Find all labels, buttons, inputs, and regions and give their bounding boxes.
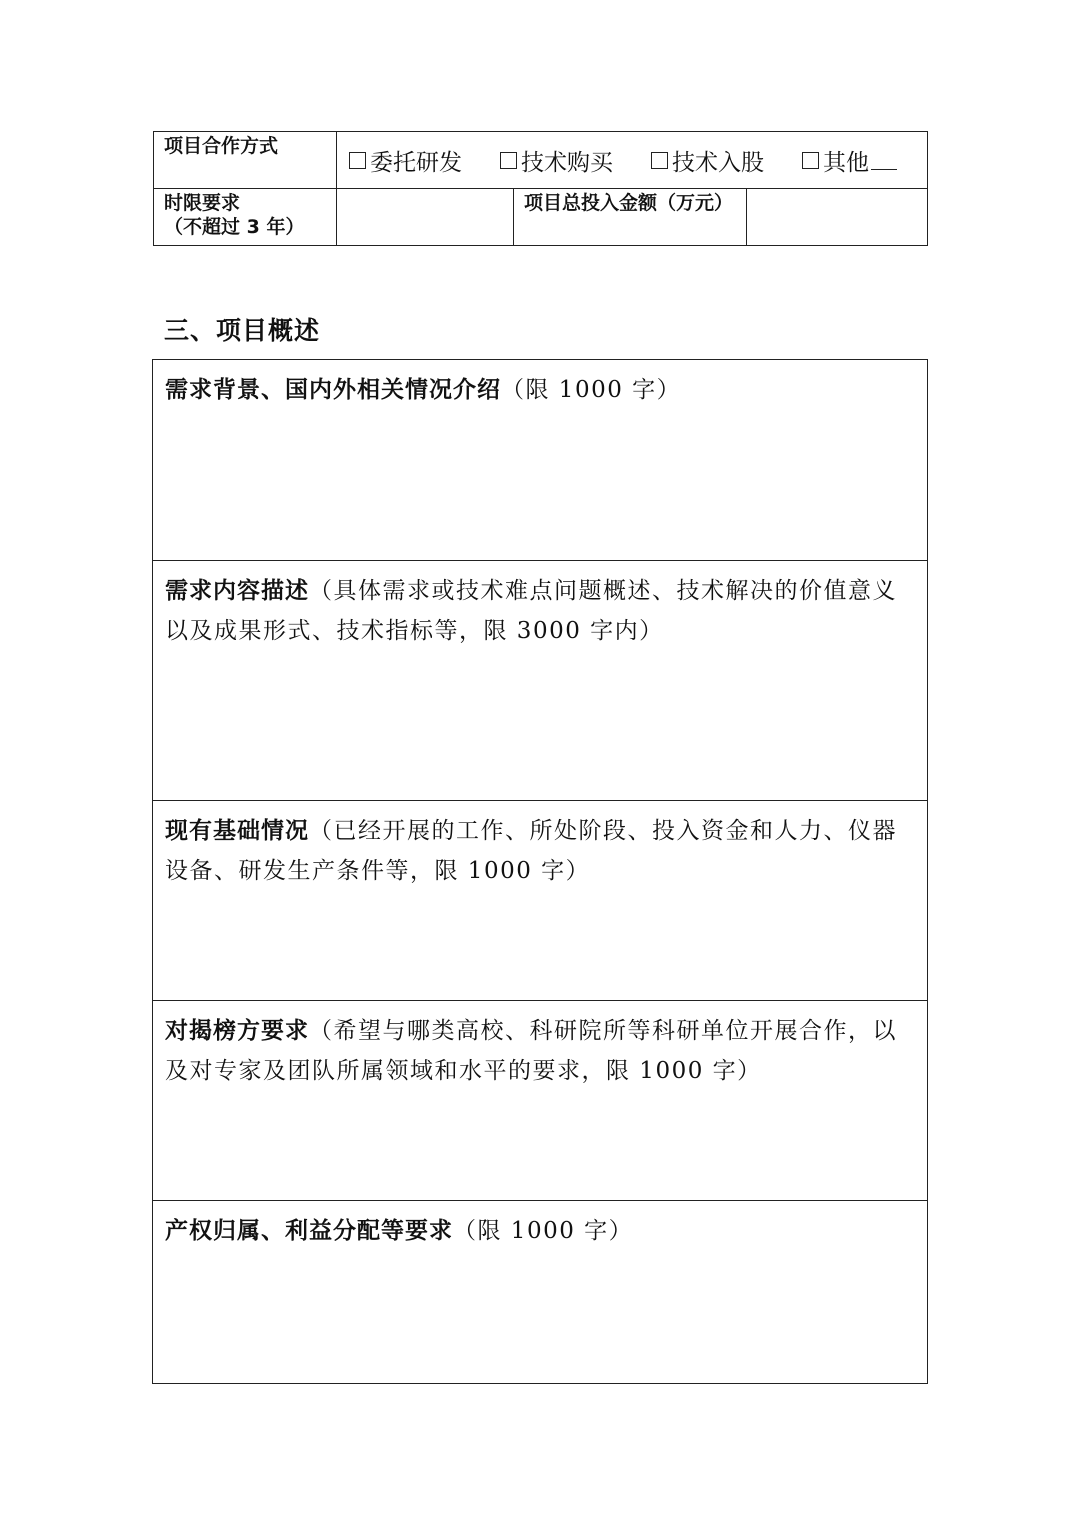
cooperation-mode-label: 项目合作方式 <box>154 132 337 189</box>
overview-note: （已经开展的工作、所处阶段、投入资金和人力、仪器设备、研发生产条件等，限 1000 字） <box>165 818 897 884</box>
option-other[interactable]: 其他 <box>802 144 897 177</box>
overview-note: （希望与哪类高校、科研院所等科研单位开展合作，以及对专家及团队所属领域和水平的要求，限 1000 字） <box>165 1018 897 1084</box>
overview-heading: 现有基础情况 <box>165 818 309 844</box>
other-blank-line[interactable] <box>871 151 897 170</box>
overview-heading: 对揭榜方要求 <box>165 1018 309 1044</box>
overview-note: （限 1000 字） <box>501 377 682 403</box>
checkbox-icon[interactable] <box>349 152 366 169</box>
overview-requirements-cell[interactable] <box>153 1001 928 1201</box>
time-limit-value[interactable] <box>337 189 514 246</box>
option-tech-purchase[interactable]: 技术购买 <box>500 144 613 177</box>
total-investment-value[interactable] <box>747 189 928 246</box>
overview-basis-cell[interactable] <box>153 801 928 1001</box>
overview-heading: 需求背景、国内外相关情况介绍 <box>165 377 501 403</box>
time-limit-label: 时限要求 （不超过 3 年） <box>154 189 337 246</box>
checkbox-icon[interactable] <box>802 152 819 169</box>
overview-content-cell[interactable] <box>153 561 928 801</box>
option-tech-equity[interactable]: 技术入股 <box>651 144 764 177</box>
cooperation-table <box>153 131 928 246</box>
checkbox-icon[interactable] <box>651 152 668 169</box>
overview-ip-cell[interactable] <box>153 1201 928 1384</box>
checkbox-icon[interactable] <box>500 152 517 169</box>
overview-note: （具体需求或技术难点问题概述、技术解决的价值意义以及成果形式、技术指标等，限 3000 字内） <box>165 578 897 644</box>
overview-heading: 产权归属、利益分配等要求 <box>165 1218 453 1244</box>
total-investment-label: 项目总投入金额（万元） <box>514 189 747 246</box>
overview-background-cell[interactable] <box>153 360 928 561</box>
overview-heading: 需求内容描述 <box>165 578 309 604</box>
section-title: 三、项目概述 <box>164 316 321 345</box>
cooperation-mode-options <box>337 132 928 189</box>
overview-table <box>152 359 928 1384</box>
option-entrusted-rd[interactable]: 委托研发 <box>349 144 462 177</box>
overview-note: （限 1000 字） <box>453 1218 634 1244</box>
